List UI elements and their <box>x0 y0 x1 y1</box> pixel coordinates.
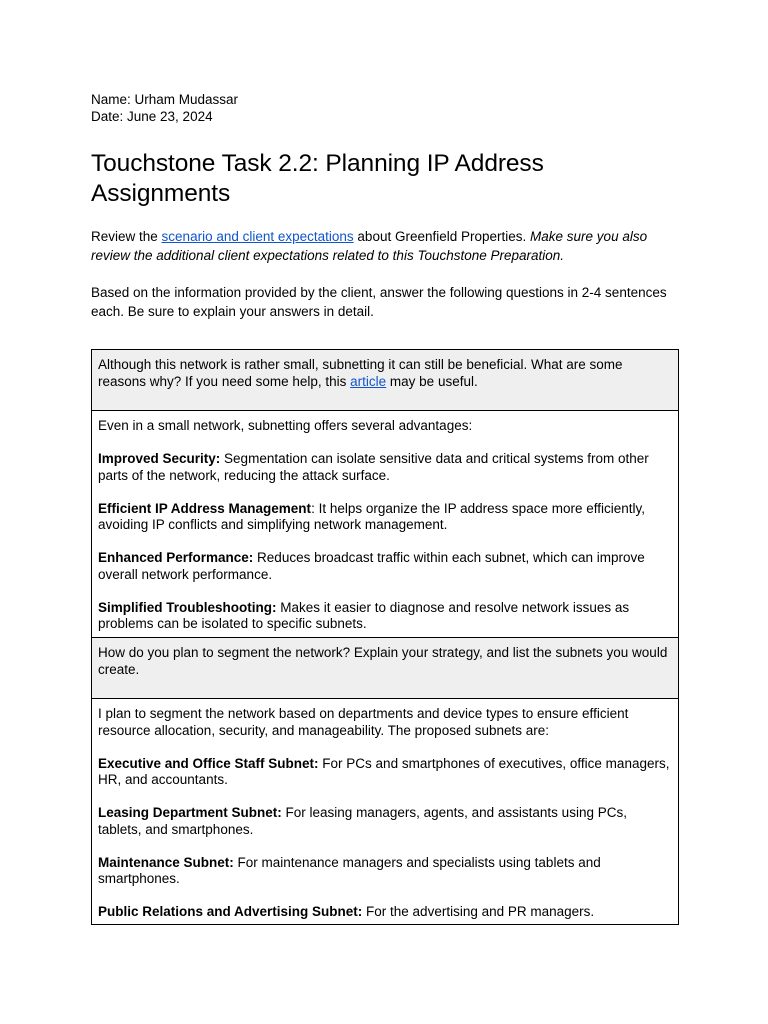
question-1-cell <box>92 350 679 411</box>
instructions-paragraph: Based on the information provided by the client, answer the following questions in 2-4 sentences each. Be sure to explain your answers in detail. <box>91 285 667 319</box>
point-text: For maintenance managers and specialists using tablets and smartphones. <box>98 854 601 886</box>
question-1-suffix: may be useful. <box>386 373 478 389</box>
answer-point <box>98 855 672 888</box>
question-answer-table <box>91 349 679 925</box>
point-term: Executive and Office Staff Subnet: <box>98 755 319 771</box>
table-row <box>92 411 679 638</box>
review-paragraph <box>91 227 679 265</box>
answer-point <box>98 805 672 838</box>
student-name: Name: Urham Mudassar <box>91 92 239 107</box>
answer-point <box>98 451 672 484</box>
point-text: Segmentation can isolate sensitive data and critical systems from other parts of the network, reducing the attack surface. <box>98 451 649 483</box>
point-text: Makes it easier to diagnose and resolve network issues as problems can be isolated to specific subnets. <box>98 599 630 631</box>
point-term: Enhanced Performance: <box>98 550 254 565</box>
table-row <box>92 699 679 925</box>
scenario-link[interactable]: scenario and client expectations <box>161 229 354 244</box>
article-link[interactable]: article <box>350 373 387 389</box>
answer-1-cell[interactable] <box>92 411 679 638</box>
point-text: : It helps organize the IP address space more efficiently, avoiding IP conflicts and simplifying network management. <box>98 500 645 532</box>
answer-2-intro: I plan to segment the network based on departments and device types to ensure efficient resource allocation, security, and manageability. The proposed subnets are: <box>98 706 629 738</box>
point-term: Maintenance Subnet: <box>98 854 234 870</box>
document-header <box>91 92 679 321</box>
question-1-text: Although this network is rather small, subnetting it can still be beneficial. What are some reasons why? If you need some help, this <box>98 357 623 389</box>
table-row <box>92 350 679 411</box>
question-2-cell: How do you plan to segment the network? Explain your strategy, and list the subnets you would create. <box>92 638 679 699</box>
point-term: Improved Security: <box>98 451 221 466</box>
point-term: Efficient IP Address Management <box>98 500 312 516</box>
submission-date: Date: June 23, 2024 <box>91 108 213 124</box>
answer-point <box>98 501 672 534</box>
answer-1-intro: Even in a small network, subnetting offers several advantages: <box>98 418 473 433</box>
point-text: Reduces broadcast traffic within each subnet, which can improve overall network performance. <box>98 550 645 582</box>
point-term: Simplified Troubleshooting: <box>98 599 277 615</box>
table-row <box>92 638 679 699</box>
page-title: Touchstone Task 2.2: Planning IP Address Assignments <box>91 150 544 207</box>
point-text: For PCs and smartphones of executives, office managers, HR, and accountants. <box>98 755 670 787</box>
review-middle: about Greenfield Properties. <box>353 229 531 244</box>
review-prefix: Review the <box>91 229 162 244</box>
point-text: For leasing managers, agents, and assistants using PCs, tablets, and smartphones. <box>98 805 627 837</box>
answer-point <box>98 756 672 789</box>
answer-point <box>98 904 672 921</box>
point-term: Leasing Department Subnet: <box>98 805 282 820</box>
answer-2-cell[interactable] <box>92 699 679 925</box>
point-term: Public Relations and Advertising Subnet: <box>98 904 363 919</box>
point-text: For the advertising and PR managers. <box>362 904 595 919</box>
answer-point <box>98 600 672 633</box>
review-italic-note: Make sure you also review the additional client expectations related to this Touchstone Preparation. <box>91 229 648 263</box>
answer-point <box>98 550 672 583</box>
